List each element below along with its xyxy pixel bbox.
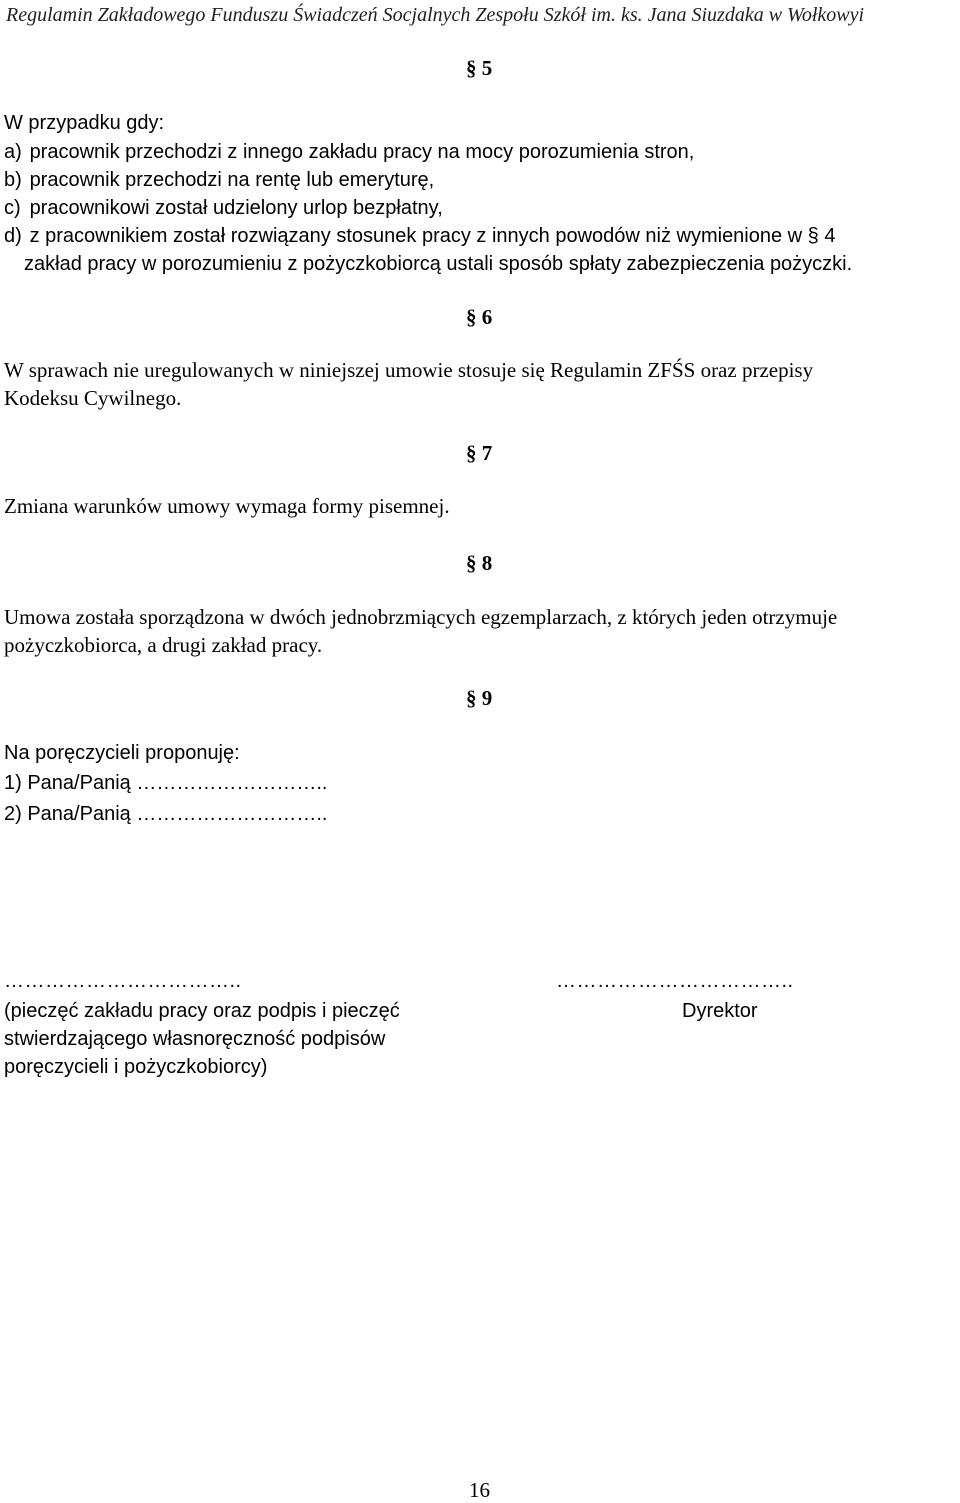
left-signature-line: ……………………………..: [4, 970, 242, 992]
section-9-heading: § 9: [466, 686, 493, 710]
section-5-closing: zakład pracy w porozumieniu z pożyczkobiorcą ustali sposób spłaty zabezpieczenia pożyczki.: [24, 253, 853, 275]
list-item-text: pracownik przechodzi na rentę lub emeryturę,: [29, 169, 435, 191]
left-signature-caption-line1: (pieczęć zakładu pracy oraz podpis i pieczęć: [4, 1000, 400, 1022]
section-6-text-line2: Kodeksu Cywilnego.: [4, 386, 182, 410]
list-item: [4, 197, 443, 220]
left-signature-caption-line2: stwierdzającego własnoręczność podpisów: [4, 1028, 386, 1050]
list-item-text: pracownik przechodzi z innego zakładu pracy na mocy porozumienia stron,: [29, 141, 695, 163]
section-7-text: Zmiana warunków umowy wymaga formy pisemnej.: [4, 494, 450, 518]
list-item-text: z pracownikiem został rozwiązany stosunek pracy z innych powodów niż wymienione w § 4: [29, 225, 836, 247]
guarantor-line-2: 2) Pana/Panią ………………………..: [4, 803, 328, 825]
list-item: [4, 141, 694, 164]
list-item-label: d): [4, 225, 22, 247]
left-signature-caption-line3: poręczycieli i pożyczkobiorcy): [4, 1056, 268, 1078]
section-6-heading: § 6: [466, 305, 493, 329]
list-item-text: pracownikowi został udzielony urlop bezpłatny,: [29, 197, 443, 219]
list-item-label: c): [4, 197, 21, 219]
section-9-intro: Na poręczycieli proponuję:: [4, 742, 240, 764]
section-5-heading: § 5: [466, 56, 493, 80]
list-item-label: a): [4, 141, 22, 163]
list-item-label: b): [4, 169, 22, 191]
list-item: [4, 225, 835, 248]
running-header: Regulamin Zakładowego Funduszu Świadczeń Socjalnych Zespołu Szkół im. ks. Jana Siuzdaka w Wołkowyi: [6, 4, 865, 26]
guarantor-line-1: 1) Pana/Panią ………………………..: [4, 772, 328, 794]
right-signature-line: ……………………………..: [556, 970, 794, 992]
page-number: 16: [469, 1478, 490, 1502]
section-6-text-line1: W sprawach nie uregulowanych w niniejszej umowie stosuje się Regulamin ZFŚS oraz przepisy: [4, 358, 814, 382]
section-5-intro: W przypadku gdy:: [4, 112, 165, 134]
section-8-heading: § 8: [466, 551, 493, 575]
section-8-text-line2: pożyczkobiorca, a drugi zakład pracy.: [4, 633, 323, 657]
section-7-heading: § 7: [466, 441, 493, 465]
list-item: [4, 169, 434, 192]
section-8-text-line1: Umowa została sporządzona w dwóch jednobrzmiących egzemplarzach, z których jeden otrzymuje: [4, 605, 838, 629]
director-label: Dyrektor: [682, 1000, 758, 1022]
